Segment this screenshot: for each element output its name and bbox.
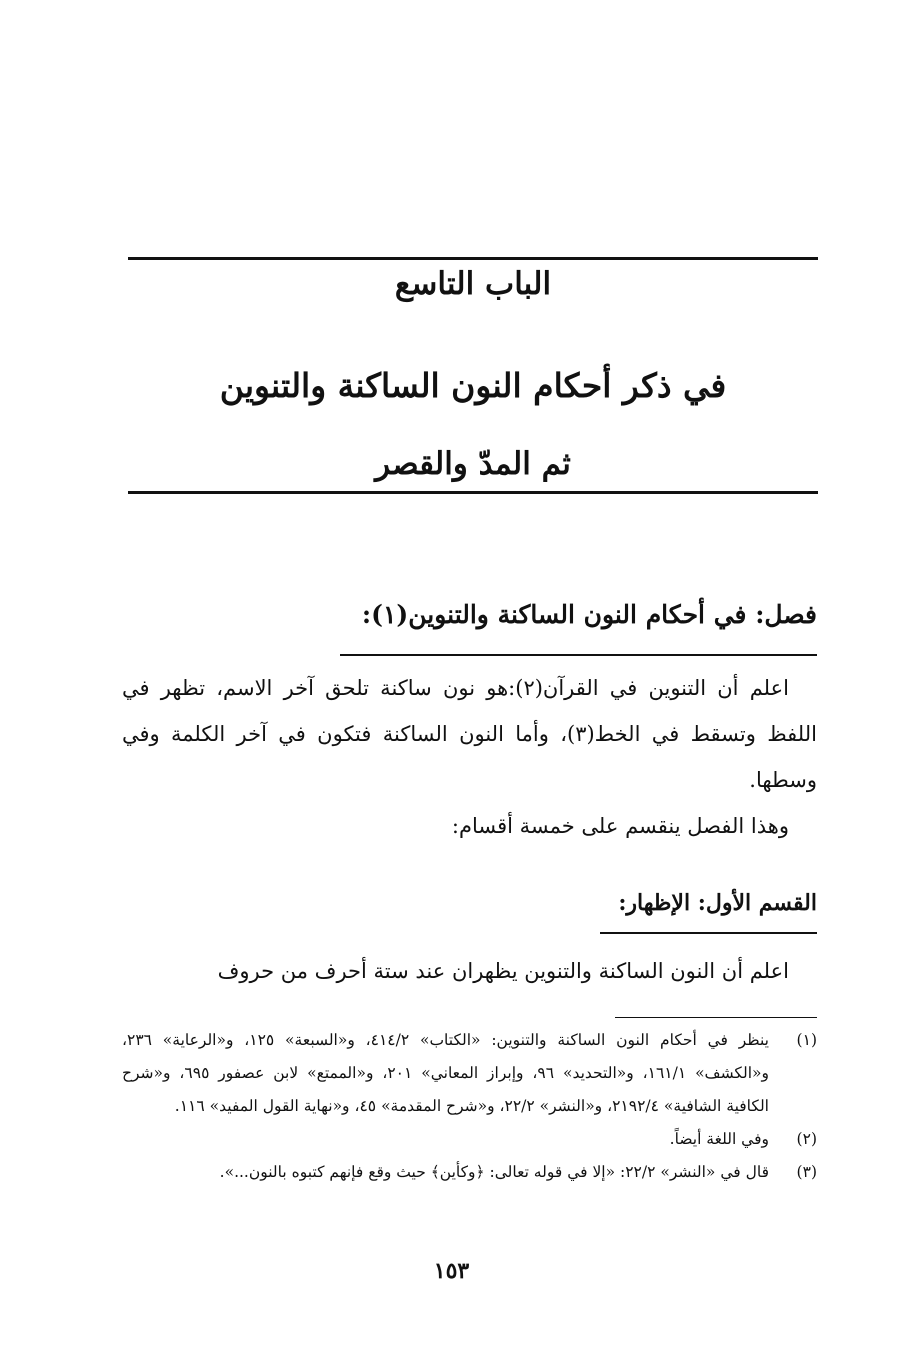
chapter-bottom-rule <box>128 491 818 494</box>
paragraph-five-sections: وهذا الفصل ينقسم على خمسة أقسام: <box>451 814 789 838</box>
footnote-number: (٢) <box>796 1130 817 1148</box>
footnote-number: (٣) <box>796 1163 817 1181</box>
paragraph-tanween-definition: اعلم أن التنوين في القرآن(٢):هو نون ساكنة تلحق آخر الاسم، تظهر في اللفظ وتسقط في الخط(٣)، وأما النون الساكنة فتكون في آخر الكلمة وفي وسطها. <box>122 676 817 792</box>
footnote-text: ينظر في أحكام النون الساكنة والتنوين: «الكتاب» ٤١٤/٢، و«السبعة» ١٢٥، و«الرعاية» ٢٣٦، و«الكشف» ١٦١/١، و«التحديد» ٩٦، وإبراز المعاني» ٢٠١، و«الممتع» لابن عصفور ٦٩٥، و«شرح الكافية الشافية» ٢١٩٢/٤، و«النشر» ٢٢/٢، و«شرح المقدمة» ٤٥، و«نهاية القول المفيد» ١١٦. <box>122 1031 769 1115</box>
chapter-top-rule <box>128 257 818 260</box>
subsection-heading-underline <box>600 932 817 934</box>
section-heading: فصل: في أحكام النون الساكنة والتنوين(١): <box>361 600 817 629</box>
footnote-number: (١) <box>796 1031 817 1049</box>
subsection-heading: القسم الأول: الإظهار: <box>618 890 817 916</box>
footnote-text: وفي اللغة أيضاً. <box>669 1130 769 1148</box>
footnote-text: قال في «النشر» ٢٢/٢: «إلا في قوله تعالى: ﴿وكأين﴾ حيث وقع فإنهم كتبوه بالنون...». <box>219 1163 769 1181</box>
paragraph-izhar: اعلم أن النون الساكنة والتنوين يظهران عند ستة أحرف من حروف <box>217 959 789 983</box>
page-number: ١٥٣ <box>433 1258 470 1284</box>
footnotes <box>122 1024 817 1189</box>
chapter-title: في ذكر أحكام النون الساكنة والتنوين <box>219 366 727 405</box>
footnote-item <box>122 1123 817 1156</box>
footnote-item <box>122 1024 817 1123</box>
chapter-label: الباب التاسع <box>394 266 552 302</box>
section-heading-underline <box>340 654 817 656</box>
chapter-subtitle: ثم المدّ والقصر <box>375 446 571 482</box>
footnote-item <box>122 1156 817 1189</box>
footnote-separator <box>615 1017 817 1018</box>
